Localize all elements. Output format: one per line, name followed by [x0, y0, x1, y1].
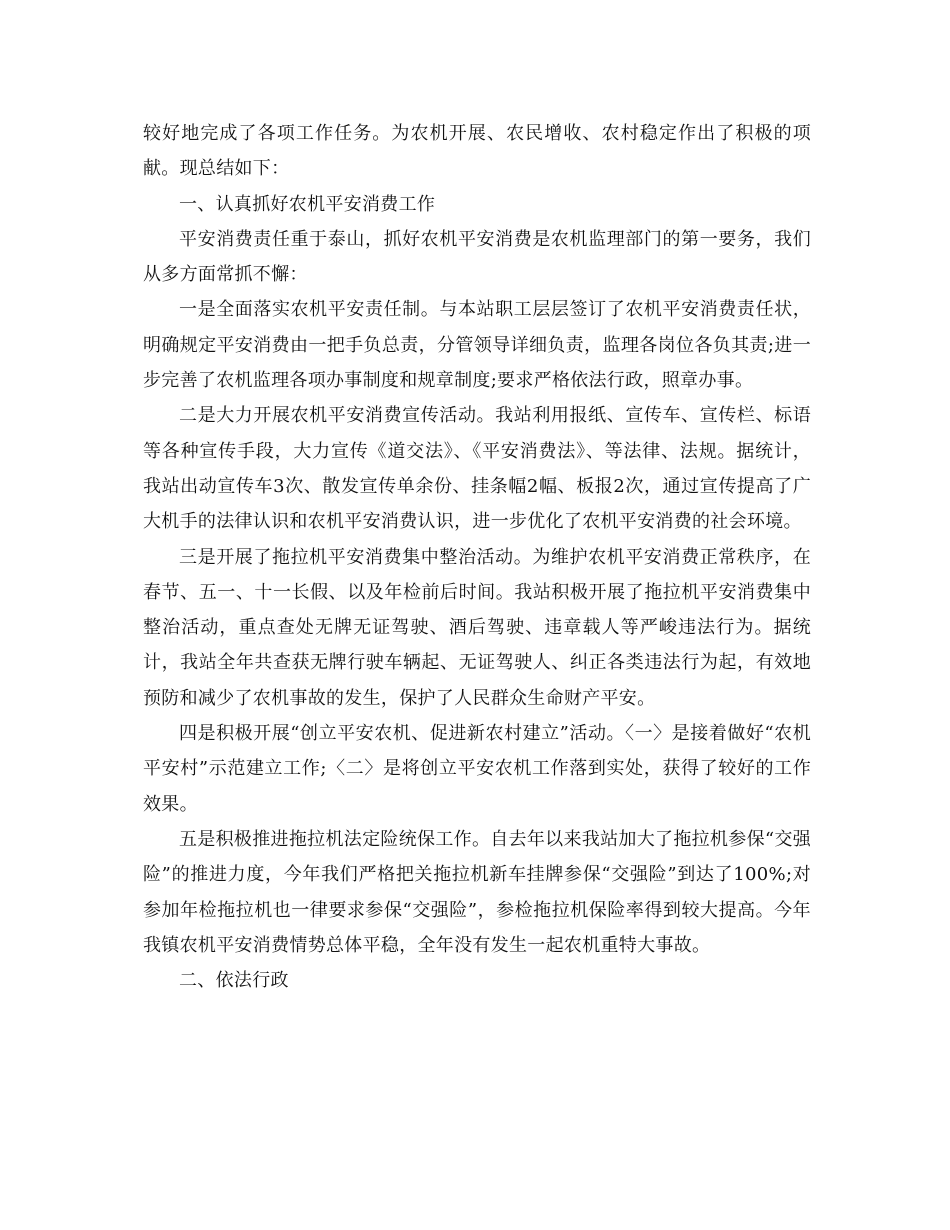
section-heading-1: 一、认真抓好农机平安消费工作: [179, 193, 436, 215]
paragraph-intro-continuation: 较好地完成了各项工作任务。为农机开展、农民增收、农村稳定作出了积极的项献。现总结如下：: [143, 123, 811, 180]
paragraph-item-2: 二是大力开展农机平安消费宣传活动。我站利用报纸、宣传车、宣传栏、标语等各种宣传手段，大力宣传《道交法》、《平安消费法》、等法律、法规。据统计，我站出动宣传车3次、散发宣传单余份、挂条幅2幅、板报2次，通过宣传提高了广大机手的法律认识和农机平安消费认识，进一步优化了农机平安消费的社会环境。: [143, 405, 811, 533]
paragraph-item-1: 一是全面落实农机平安责任制。与本站职工层层签订了农机平安消费责任状，明确规定平安消费由一把手负总责，分管领导详细负责，监理各岗位各负其责;进一步完善了农机监理各项办事制度和规章制度;要求严格依法行政，照章办事。: [143, 299, 811, 392]
paragraph-item-3: 三是开展了拖拉机平安消费集中整治活动。为维护农机平安消费正常秩序，在春节、五一、十一长假、以及年检前后时间。我站积极开展了拖拉机平安消费集中整治活动，重点查处无牌无证驾驶、酒后驾驶、违章载人等严峻违法行为。据统计，我站全年共查获无牌行驶车辆起、无证驾驶人、纠正各类违法行为起，有效地预防和减少了农机事故的发生，保护了人民群众生命财产平安。: [143, 546, 811, 709]
paragraph-section-1-intro: 平安消费责任重于泰山，抓好农机平安消费是农机监理部门的第一要务，我们从多方面常抓不懈：: [143, 228, 811, 286]
paragraph-item-4: 四是积极开展“创立平安农机、促进新农村建立”活动。〈一〉是接着做好“农机平安村”示范建立工作;〈二〉是将创立平安农机工作落到实处，获得了较好的工作效果。: [143, 723, 811, 815]
document-body: [143, 116, 811, 998]
section-heading-2: 二、依法行政: [179, 970, 289, 992]
paragraph-item-5: 五是积极推进拖拉机法定险统保工作。自去年以来我站加大了拖拉机参保“交强险”的推进力度，今年我们严格把关拖拉机新车挂牌参保“交强险”到达了100%;对参加年检拖拉机也一律要求参保“交强险”，参检拖拉机保险率得到较大提高。今年我镇农机平安消费情势总体平稳，全年没有发生一起农机重特大事故。: [143, 828, 811, 956]
